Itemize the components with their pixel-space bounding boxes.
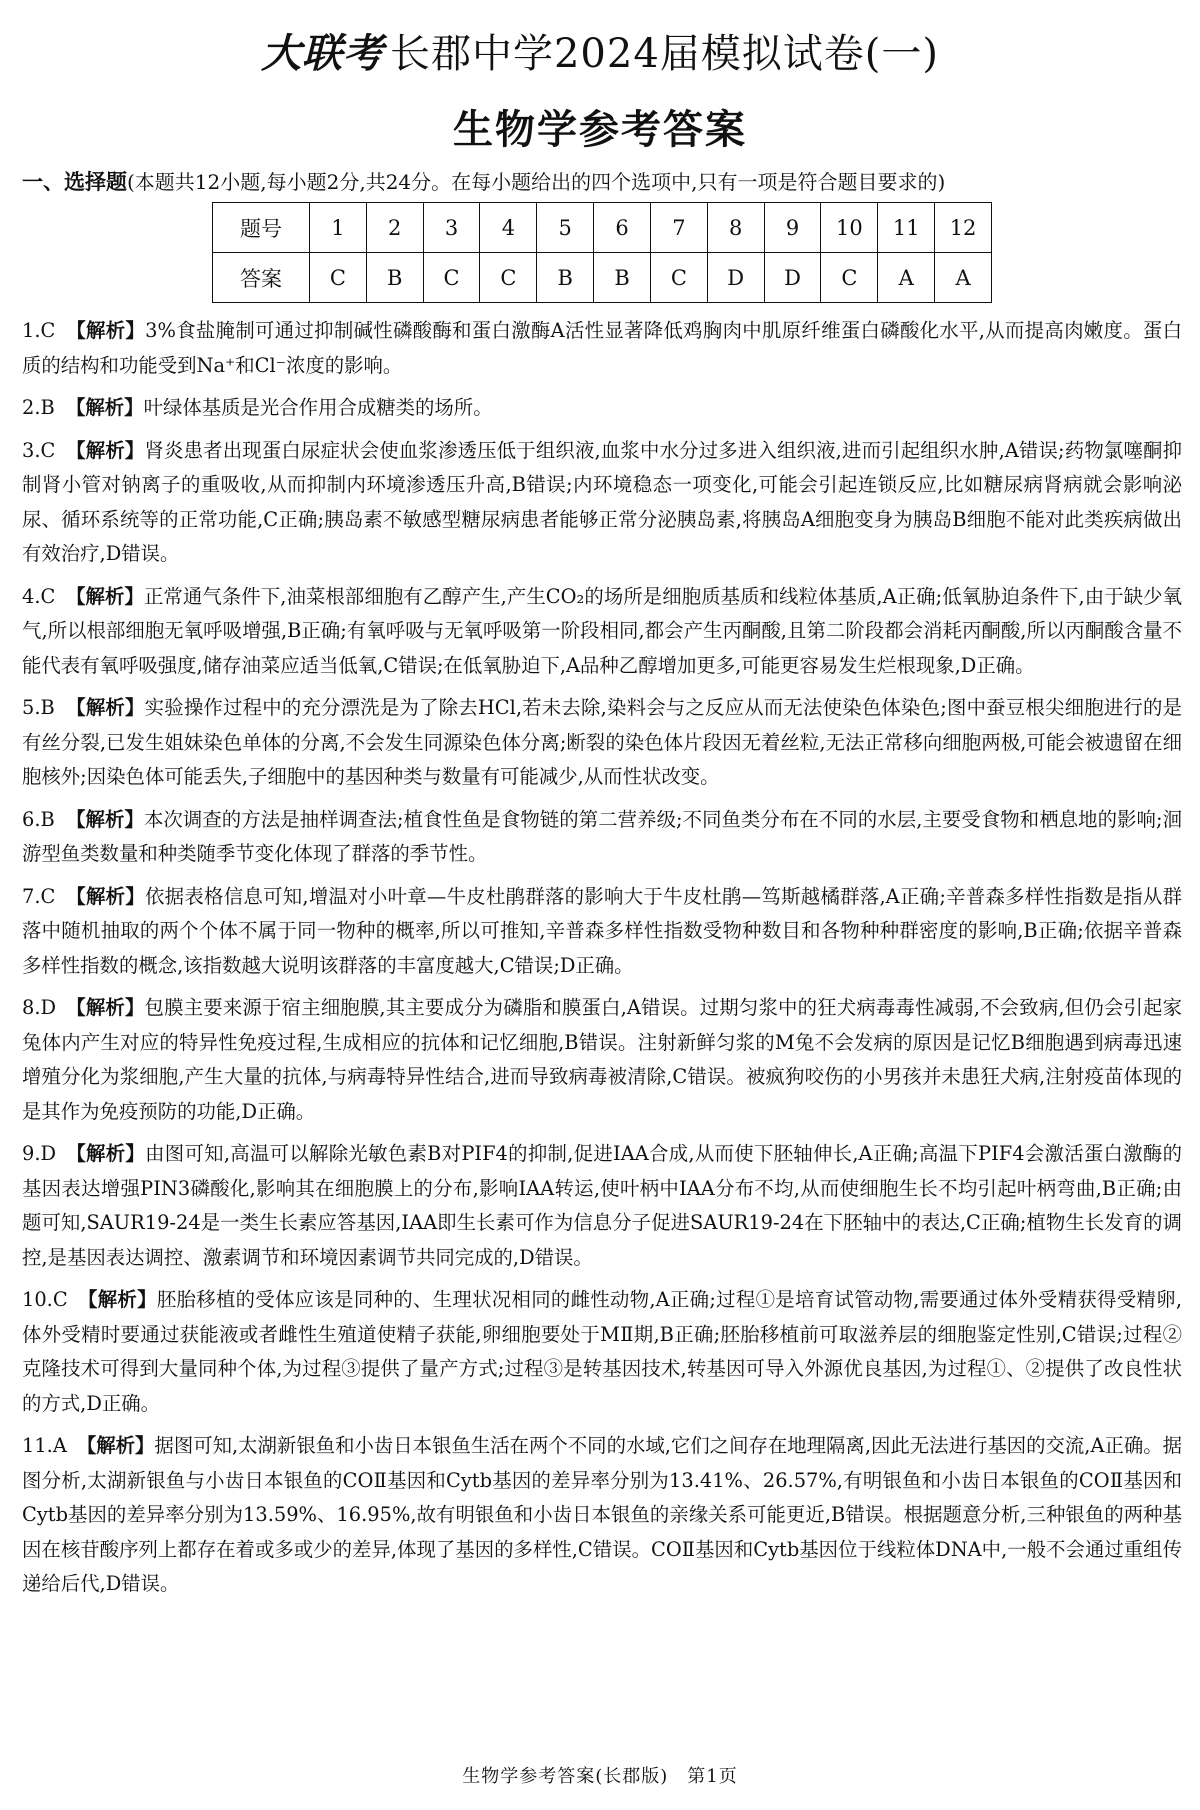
item-number: 3.C: [22, 438, 56, 462]
explanation-item: [22, 1429, 1182, 1602]
answer-cell: C: [821, 253, 878, 303]
analysis-tag: 【解析】: [66, 319, 146, 342]
page-footer: 生物学参考答案(长郡版) 第1页: [462, 1766, 738, 1787]
explanation-item: [22, 691, 1182, 795]
explanation-text: 叶绿体基质是光合作用合成糖类的场所。: [143, 396, 493, 419]
section-instructions: (本题共12小题,每小题2分,共24分。在每小题给出的四个选项中,只有一项是符合题目要求的): [127, 170, 946, 194]
explanation-text: 3%食盐腌制可通过抑制碱性磷酸酶和蛋白激酶A活性显著降低鸡胸肉中肌原纤维蛋白磷酸化水平,从而提高肉嫩度。蛋白质的结构和功能受到Na⁺和Cl⁻浓度的影响。: [22, 319, 1182, 377]
explanation-text: 依据表格信息可知,增温对小叶章—牛皮杜鹃群落的影响大于牛皮杜鹃—笃斯越橘群落,A正确;辛普森多样性指数是指从群落中随机抽取的两个个体不属于同一物种的概率,所以可推知,辛普森多样性指数受物种数目和各物种种群密度的影响,B正确;依据辛普森多样性指数的概念,该指数越大说明该群落的丰富度越大,C错误;D正确。: [22, 884, 1182, 977]
question-number: 1: [310, 203, 367, 253]
answer-cell: A: [878, 253, 935, 303]
analysis-tag: 【解析】: [66, 1142, 146, 1165]
item-number: 6.B: [22, 807, 55, 831]
question-number: 12: [935, 203, 992, 253]
question-number: 4: [480, 203, 537, 253]
question-number: 7: [650, 203, 707, 253]
answer-cell: C: [650, 253, 707, 303]
question-number: 6: [594, 203, 651, 253]
answer-cell: C: [310, 253, 367, 303]
explanation-text: 包膜主要来源于宿主细胞膜,其主要成分为磷脂和膜蛋白,A错误。过期匀浆中的狂犬病毒毒性减弱,不会致病,但仍会引起家兔体内产生对应的特异性免疫过程,生成相应的抗体和记忆细胞,B错误。注射新鲜匀浆的M兔不会发病的原因是记忆B细胞遇到病毒迅速增殖分化为浆细胞,产生大量的抗体,与病毒特异性结合,进而导致病毒被清除,C错误。被疯狗咬伤的小男孩并未患狂犬病,注射疫苗体现的是其作为免疫预防的功能,D正确。: [22, 996, 1183, 1123]
explanation-item: [22, 580, 1182, 684]
explanation-item: [22, 391, 1182, 426]
answer-cell: B: [594, 253, 651, 303]
item-number: 2.B: [22, 396, 55, 419]
analysis-tag: 【解析】: [66, 396, 144, 419]
question-number: 3: [423, 203, 480, 253]
explanation-text: 实验操作过程中的充分漂洗是为了除去HCl,若未去除,染料会与之反应从而无法使染色体染色;图中蚕豆根尖细胞进行的是有丝分裂,已发生姐妹染色单体的分离,不会发生同源染色体分离;断裂的染色体片段因无着丝粒,无法正常移向细胞两极,可能会被遗留在细胞核外;因染色体可能丢失,子细胞中的基因种类与数量有可能减少,从而性状改变。: [22, 696, 1182, 788]
explanation-text: 由图可知,高温可以解除光敏色素B对PIF4的抑制,促进IAA合成,从而使下胚轴伸长,A正确;高温下PIF4会激活蛋白激酶的基因表达增强PIN3磷酸化,影响其在细胞膜上的分布,影响IAA转运,使叶柄中IAA分布不均,从而使细胞生长不均引起叶柄弯曲,B正确;由题可知,SAUR19-24是一类生长素应答基因,IAA即生长素可作为信息分子促进SAUR19-24在下胚轴中的表达,C正确;植物生长发育的调控,是基因表达调控、激素调节和环境因素调节共同完成的,D错误。: [22, 1142, 1183, 1269]
explanation-text: 据图可知,太湖新银鱼和小齿日本银鱼生活在两个不同的水域,它们之间存在地理隔离,因此无法进行基因的交流,A正确。据图分析,太湖新银鱼与小齿日本银鱼的COⅡ基因和Cytb基因的差异率分别为13.41%、26.57%,有明银鱼和小齿日本银鱼的COⅡ基因和Cytb基因的差异率分别为13.59%、16.95%,故有明银鱼和小齿日本银鱼的亲缘关系可能更近,B错误。根据题意分析,三种银鱼的两种基因在核苷酸序列上都存在着或多或少的差异,体现了基因的多样性,C错误。COⅡ基因和Cytb基因位于线粒体DNA中,一般不会通过重组传递给后代,D错误。: [22, 1434, 1183, 1595]
explanation-item: [22, 434, 1182, 572]
answer-cell: D: [707, 253, 764, 303]
question-number: 2: [366, 203, 423, 253]
question-number: 8: [707, 203, 764, 253]
analysis-tag: 【解析】: [66, 584, 144, 608]
section-heading: [22, 166, 1182, 196]
explanation-text: 胚胎移植的受体应该是同种的、生理状况相同的雌性动物,A正确;过程①是培育试管动物,需要通过体外受精获得受精卵,体外受精时要通过获能液或者雌性生殖道使精子获能,卵细胞要处于MⅡ期,B正确;胚胎移植前可取滋养层的细胞鉴定性别,C错误;过程②克隆技术可得到大量同种个体,为过程③提供了量产方式;过程③是转基因技术,转基因可导入外源优良基因,为过程①、②提供了改良性状的方式,D正确。: [22, 1288, 1183, 1415]
analysis-tag: 【解析】: [76, 1434, 155, 1457]
question-number-row: [213, 203, 992, 253]
analysis-tag: 【解析】: [66, 696, 145, 719]
explanation-item: [22, 803, 1182, 872]
analysis-tag: 【解析】: [66, 807, 144, 831]
page-title: [0, 22, 1200, 79]
explanation-item: [22, 1137, 1182, 1275]
answer-cell: B: [537, 253, 594, 303]
item-number: 7.C: [22, 884, 56, 908]
question-number: 9: [764, 203, 821, 253]
analysis-tag: 【解析】: [66, 438, 145, 462]
answer-row: [213, 253, 992, 303]
explanation-text: 正常通气条件下,油菜根部细胞有乙醇产生,产生CO₂的场所是细胞质基质和线粒体基质,A正确;低氧胁迫条件下,由于缺少氧气,所以根部细胞无氧呼吸增强,B正确;有氧呼吸与无氧呼吸第一阶段相同,都会产生丙酮酸,且第二阶段都会消耗丙酮酸,所以丙酮酸含量不能代表有氧呼吸强度,储存油菜应适当低氧,C错误;在低氧胁迫下,A品种乙醇增加更多,可能更容易发生烂根现象,D正确。: [22, 584, 1182, 677]
analysis-tag: 【解析】: [66, 996, 145, 1019]
answer-cell: C: [480, 253, 537, 303]
question-number: 5: [537, 203, 594, 253]
answer-cell: D: [764, 253, 821, 303]
row-label: 答案: [213, 253, 310, 303]
answer-cell: B: [366, 253, 423, 303]
explanation-item: [22, 1283, 1182, 1421]
item-number: 1.C: [22, 319, 56, 342]
question-number: 10: [821, 203, 878, 253]
section-label: 一、选择题: [22, 170, 127, 194]
row-label: 题号: [213, 203, 310, 253]
explanation-list: [22, 314, 1182, 1610]
answer-table: [212, 202, 992, 303]
explanation-item: [22, 314, 1182, 383]
brand-logo: 大联考: [260, 30, 384, 77]
explanation-text: 肾炎患者出现蛋白尿症状会使血浆渗透压低于组织液,血浆中水分过多进入组织液,进而引起组织水肿,A错误;药物氯噻酮抑制肾小管对钠离子的重吸收,从而抑制内环境渗透压升高,B错误;内环境稳态一项变化,可能会引起连锁反应,比如糖尿病肾病就会影响泌尿、循环系统等的正常功能,C正确;胰岛素不敏感型糖尿病患者能够正常分泌胰岛素,将胰岛A细胞变身为胰岛B细胞不能对此类疾病做出有效治疗,D错误。: [22, 438, 1182, 565]
item-number: 8.D: [22, 996, 57, 1019]
item-number: 5.B: [22, 696, 55, 719]
explanation-item: [22, 991, 1182, 1129]
item-number: 9.D: [22, 1142, 57, 1165]
explanation-text: 本次调查的方法是抽样调查法;植食性鱼是食物链的第二营养级;不同鱼类分布在不同的水层,主要受食物和栖息地的影响;洄游型鱼类数量和种类随季节变化体现了群落的季节性。: [22, 807, 1183, 865]
analysis-tag: 【解析】: [66, 884, 145, 908]
question-number: 11: [878, 203, 935, 253]
item-number: 10.C: [22, 1288, 68, 1311]
page-subtitle: 生物学参考答案: [453, 107, 747, 153]
explanation-item: [22, 880, 1182, 984]
answer-cell: C: [423, 253, 480, 303]
item-number: 4.C: [22, 584, 56, 608]
item-number: 11.A: [22, 1434, 67, 1457]
analysis-tag: 【解析】: [77, 1288, 157, 1311]
exam-title: 长郡中学2024届模拟试卷(一): [389, 31, 939, 77]
answer-cell: A: [935, 253, 992, 303]
